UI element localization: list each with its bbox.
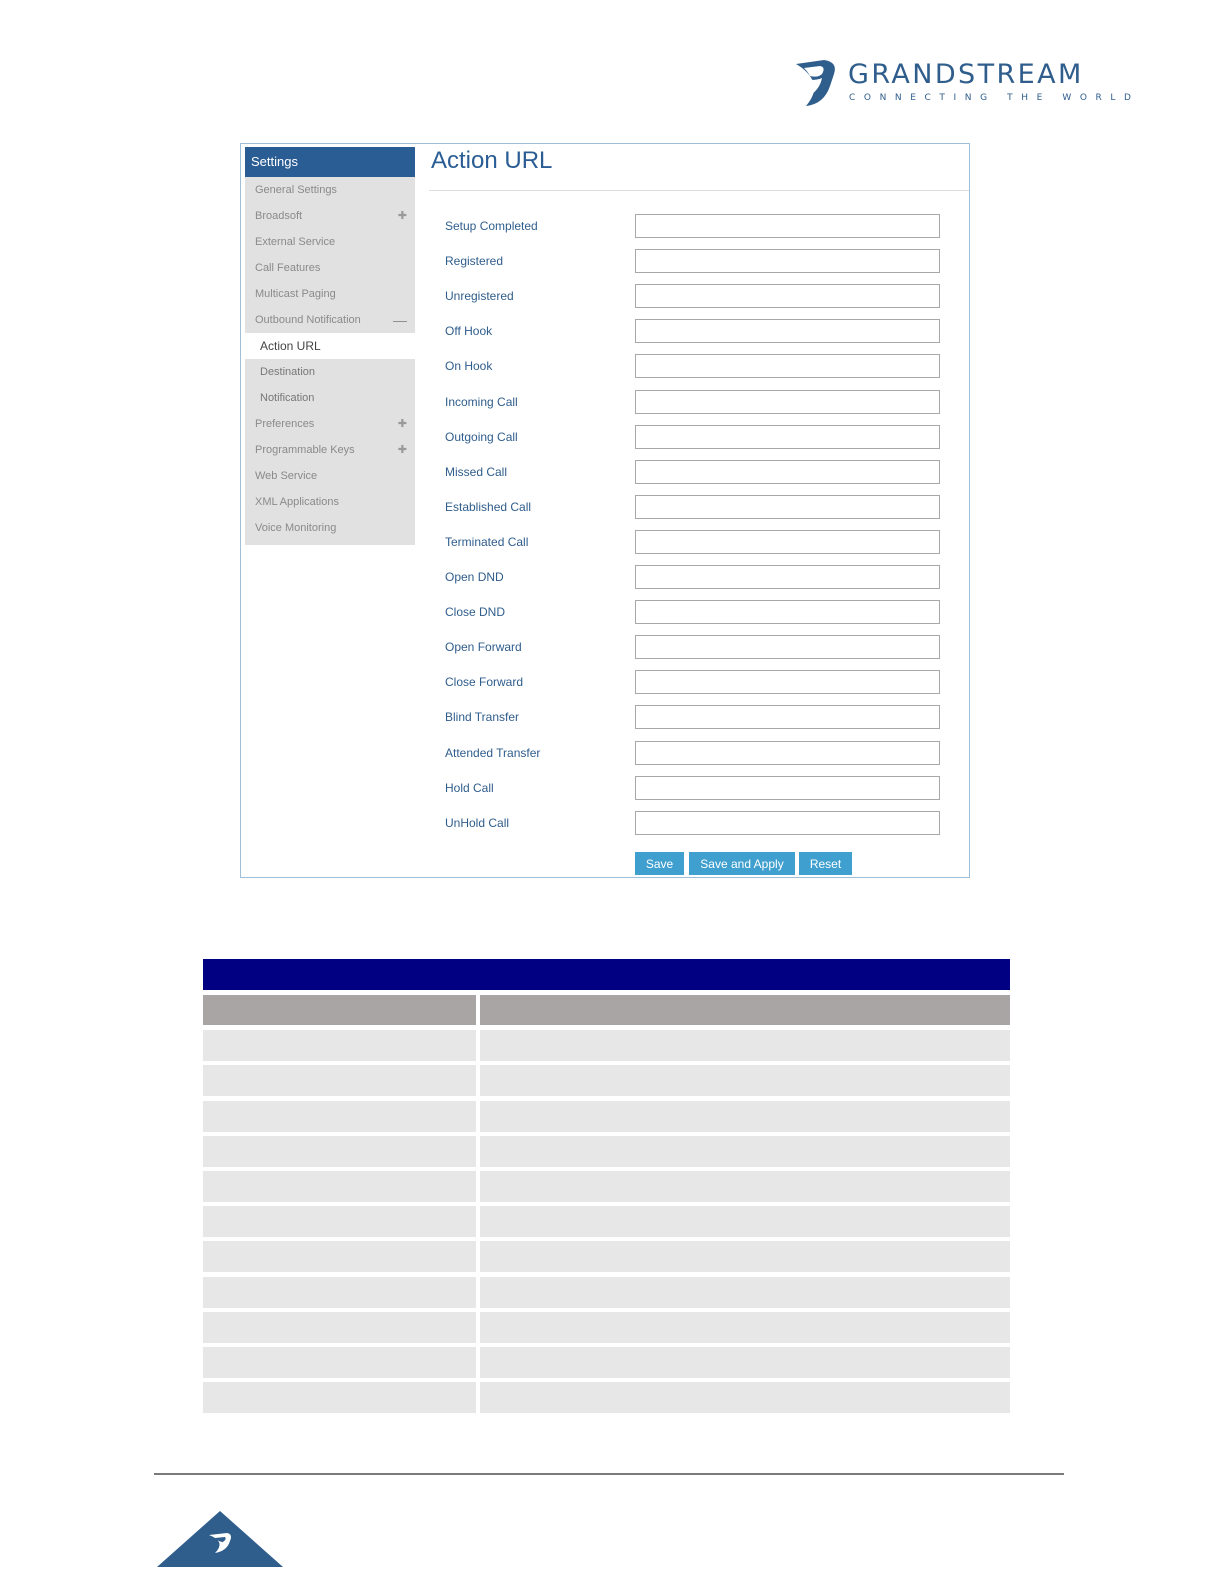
sidebar-item[interactable] — [245, 229, 415, 255]
form-row — [445, 705, 945, 731]
brand-tagline: CONNECTING THE WORLD — [849, 93, 1140, 103]
form-row — [445, 284, 945, 310]
sidebar-item[interactable] — [245, 463, 415, 489]
brand-logo — [794, 58, 1140, 110]
footer-divider — [154, 1473, 1064, 1475]
form-row — [445, 319, 945, 345]
form-row — [445, 214, 945, 240]
table-cell — [480, 1347, 1010, 1378]
url-input[interactable] — [635, 635, 940, 659]
field-label: Attended Transfer — [445, 745, 541, 760]
settings-screenshot — [240, 143, 970, 878]
collapse-minus-icon[interactable]: — — [393, 312, 407, 328]
table-cell — [480, 1030, 1010, 1061]
url-input[interactable] — [635, 530, 940, 554]
table-cell — [480, 1171, 1010, 1202]
expand-plus-icon[interactable]: ✚ — [397, 418, 407, 430]
save-and-apply-button[interactable]: Save and Apply — [689, 852, 795, 875]
title-divider — [429, 190, 969, 191]
url-input[interactable] — [635, 460, 940, 484]
table-cell — [203, 1171, 476, 1202]
table-cell — [203, 1241, 476, 1272]
table-cell — [480, 1101, 1010, 1132]
url-input[interactable] — [635, 354, 940, 378]
form-row — [445, 811, 945, 837]
field-label: Hold Call — [445, 780, 494, 795]
expand-plus-icon[interactable]: ✚ — [397, 210, 407, 222]
sidebar-item[interactable] — [245, 255, 415, 281]
form-row — [445, 565, 945, 591]
save-button[interactable]: Save — [635, 852, 684, 875]
form-row — [445, 600, 945, 626]
sidebar-item-label: Voice Monitoring — [255, 522, 337, 534]
table-cell — [203, 1206, 476, 1237]
url-input[interactable] — [635, 284, 940, 308]
url-input[interactable] — [635, 425, 940, 449]
page-title: Action URL — [431, 147, 553, 174]
sidebar-list — [245, 177, 415, 545]
form-row — [445, 495, 945, 521]
settings-sidebar — [245, 147, 415, 545]
brand-name: GRANDSTREAM — [848, 59, 1084, 90]
table-cell — [203, 1277, 476, 1308]
form-row — [445, 530, 945, 556]
field-label: Registered — [445, 254, 504, 269]
field-label: Established Call — [445, 499, 532, 514]
sidebar-item[interactable] — [245, 515, 415, 541]
table-cell — [203, 1347, 476, 1378]
field-label: Blind Transfer — [445, 710, 520, 725]
field-label: Missed Call — [445, 464, 508, 479]
url-input[interactable] — [635, 776, 940, 800]
reset-button[interactable]: Reset — [799, 852, 852, 875]
table-cell — [480, 1382, 1010, 1413]
table-cell — [203, 1065, 476, 1096]
url-input[interactable] — [635, 811, 940, 835]
url-input[interactable] — [635, 705, 940, 729]
table-cell — [480, 1277, 1010, 1308]
url-input[interactable] — [635, 390, 940, 414]
form-row — [445, 460, 945, 486]
sidebar-item-label: Action URL — [260, 339, 321, 353]
form-row — [445, 425, 945, 451]
grandstream-logo-icon — [794, 58, 840, 108]
field-label: Unregistered — [445, 289, 514, 304]
table-cell — [480, 1241, 1010, 1272]
sidebar-item-label: General Settings — [255, 184, 337, 196]
sidebar-item[interactable] — [245, 281, 415, 307]
sidebar-item[interactable] — [245, 359, 415, 385]
field-label: Open DND — [445, 570, 504, 584]
form-row — [445, 741, 945, 767]
field-label: Off Hook — [445, 324, 493, 339]
table-header-cell — [480, 995, 1010, 1025]
sidebar-item[interactable] — [245, 437, 415, 463]
field-label: Setup Completed — [445, 219, 538, 233]
field-label: Outgoing Call — [445, 429, 518, 444]
url-input[interactable] — [635, 249, 940, 273]
sidebar-item-label: Call Features — [255, 262, 321, 274]
form-row — [445, 776, 945, 802]
url-input[interactable] — [635, 319, 940, 343]
field-label: Incoming Call — [445, 394, 518, 409]
table-cell — [203, 1382, 476, 1413]
sidebar-item[interactable] — [245, 333, 415, 359]
sidebar-item[interactable] — [245, 203, 415, 229]
table-cell — [480, 1312, 1010, 1343]
form-row — [445, 635, 945, 661]
field-label: Open Forward — [445, 640, 522, 655]
sidebar-item-label: Preferences — [255, 418, 315, 430]
sidebar-item[interactable] — [245, 411, 415, 437]
url-input[interactable] — [635, 214, 940, 238]
table-cell — [203, 1101, 476, 1132]
field-label: Close Forward — [445, 675, 524, 690]
table-cell — [203, 1030, 476, 1061]
table-cell — [203, 1136, 476, 1167]
sidebar-item-label: XML Applications — [255, 496, 339, 508]
sidebar-item-label: Notification — [260, 392, 315, 404]
field-label: Terminated Call — [445, 534, 529, 549]
field-label: UnHold Call — [445, 815, 510, 830]
sidebar-item-label: External Service — [255, 236, 336, 248]
field-label: On Hook — [445, 359, 493, 374]
sidebar-item-label: Web Service — [255, 470, 318, 482]
table-title-bar — [203, 959, 1010, 990]
sidebar-header: Settings — [245, 147, 415, 177]
sidebar-item[interactable] — [245, 177, 415, 203]
url-input[interactable] — [635, 670, 940, 694]
form-row — [445, 354, 945, 380]
url-input[interactable] — [635, 495, 940, 519]
field-label: Close DND — [445, 605, 506, 620]
form-row — [445, 390, 945, 416]
table-cell — [480, 1136, 1010, 1167]
form-row — [445, 249, 945, 275]
sidebar-item-label: Programmable Keys — [255, 444, 355, 456]
sidebar-item-label: Outbound Notification — [255, 314, 361, 326]
table-cell — [203, 1312, 476, 1343]
form-row — [445, 670, 945, 696]
sidebar-item[interactable] — [245, 385, 415, 411]
sidebar-item-label: Multicast Paging — [255, 288, 336, 300]
sidebar-item-label: Destination — [260, 366, 316, 378]
sidebar-item[interactable] — [245, 307, 415, 333]
url-input[interactable] — [635, 741, 940, 765]
table-header-cell — [203, 995, 476, 1025]
footer-logo-icon — [157, 1511, 283, 1567]
table-cell — [480, 1206, 1010, 1237]
url-input[interactable] — [635, 600, 940, 624]
table-cell — [480, 1065, 1010, 1096]
sidebar-item[interactable] — [245, 489, 415, 515]
expand-plus-icon[interactable]: ✚ — [397, 444, 407, 456]
url-input[interactable] — [635, 565, 940, 589]
sidebar-item-label: Broadsoft — [255, 210, 303, 222]
